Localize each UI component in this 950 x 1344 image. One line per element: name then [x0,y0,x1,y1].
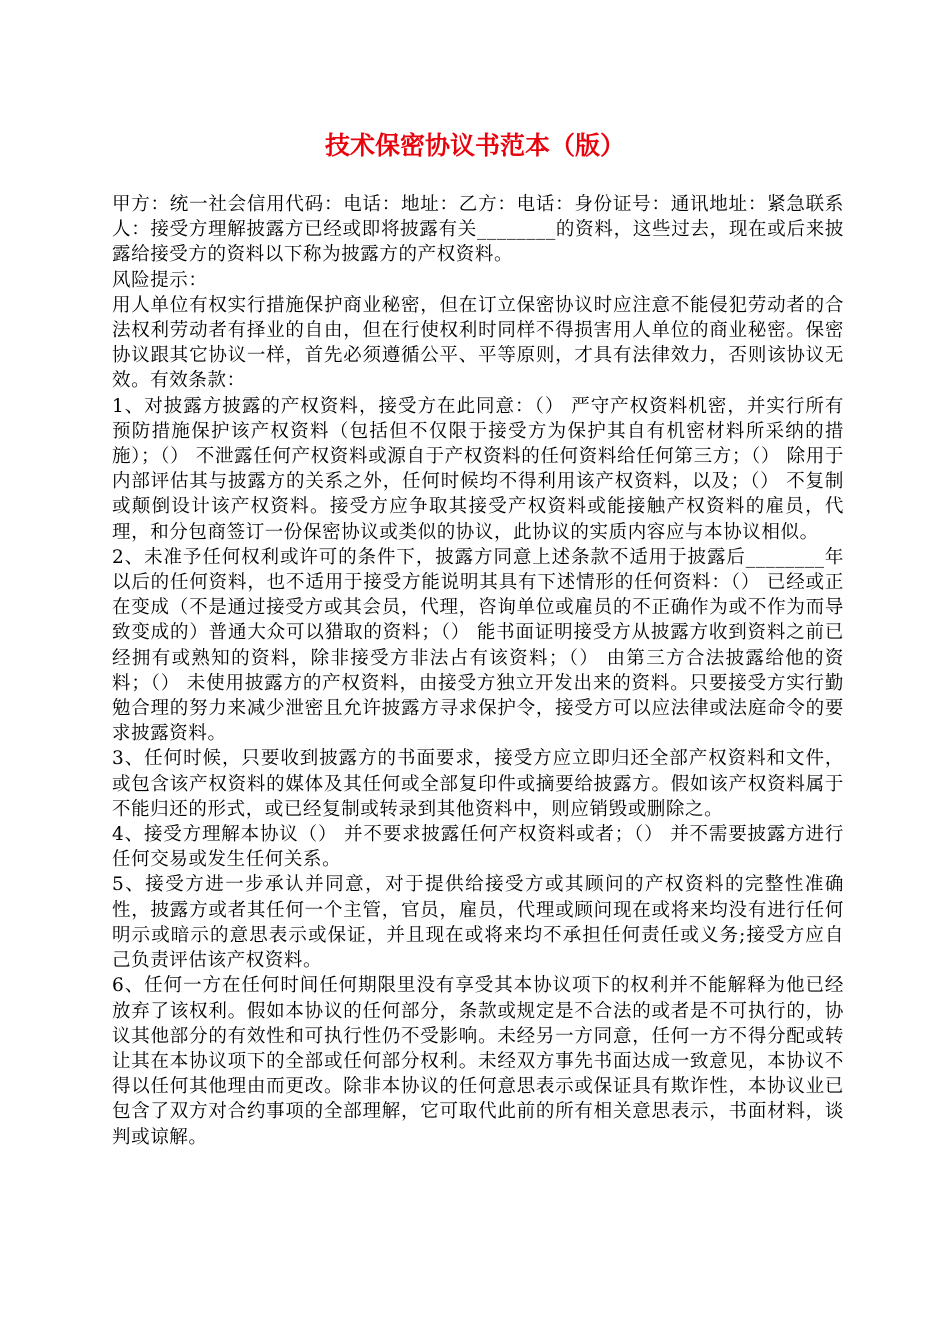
document-title: 技术保密协议书范本（版） [324,131,625,160]
document-body [112,192,844,1150]
paragraph-risk-text: 用人单位有权实行措施保护商业秘密，但在订立保密协议时应注意不能侵犯劳动者的合法权利劳动者有择业的自由，但在行使权利时同样不得损害用人单位的商业秘密。保密协议跟其它协议一样，首先必须遵循公平、平等原则，才具有法律效力，否则该协议无效。有效条款： [112,294,844,392]
paragraph-clause-1: 1、对披露方披露的产权资料，接受方在此同意：（） 严守产权资料机密，并实行所有预防措施保护该产权资料（包括但不仅限于接受方为保护其自有机密材料所采纳的措施）；（） 不泄露任何产权资料或源自于产权资料的任何资料给任何第三方；（） 除用于内部评估其与披露方的关系之外，任何时候均不得利用该产权资料，以及；（） 不复制或颠倒设计该产权资料。接受方应争取其接受产权资料或能接触产权资料的雇员，代理，和分包商签订一份保密协议或类似的协议，此协议的实质内容应与本协议相似。 [112,395,844,543]
paragraph-clause-2: 2、未准予任何权利或许可的条件下，披露方同意上述条款不适用于披露后________年以后的任何资料，也不适用于接受方能说明其具有下述情形的任何资料：（） 已经或正在变成（不是通过接受方或其会员，代理，咨询单位或雇员的不正确作为或不作为而导致变成的）普通大众可以猎取的资料；（） 能书面证明接受方从披露方收到资料之前已经拥有或熟知的资料，除非接受方非法占有该资料；（） 由第三方合法披露给他的资料；（） 未使用披露方的产权资料，由接受方独立开发出来的资料。只要接受方实行勤勉合理的努力来减少泄密且允许披露方寻求保护令，接受方可以应法律或法庭命令的要求披露资料。 [112,546,844,745]
paragraph-clause-4: 4、接受方理解本协议（） 并不要求披露任何产权资料或者；（） 并不需要披露方进行任何交易或发生任何关系。 [112,824,844,871]
paragraph-clause-6: 6、任何一方在任何时间任何期限里没有享受其本协议项下的权利并不能解释为他已经放弃了该权利。假如本协议的任何部分，条款或规定是不合法的或者是不可执行的，协议其他部分的有效性和可执行性仍不受影响。未经另一方同意，任何一方不得分配或转让其在本协议项下的全部或任何部分权利。未经双方事先书面达成一致意见，本协议不得以任何其他理由而更改。除非本协议的任何意思表示或保证具有欺诈性，本协议业已包含了双方对合约事项的全部理解，它可取代此前的所有相关意思表示，书面材料，谈判或谅解。 [112,975,844,1148]
paragraph-clause-5: 5、接受方进一步承认并同意，对于提供给接受方或其顾问的产权资料的完整性准确性，披露方或者其任何一个主管，官员，雇员，代理或顾问现在或将来均没有进行任何明示或暗示的意思表示或保证，并且现在或将来均不承担任何责任或义务;接受方应自己负责评估该产权资料。 [112,874,844,972]
paragraph-clause-3: 3、任何时候，只要收到披露方的书面要求，接受方应立即归还全部产权资料和文件，或包含该产权资料的媒体及其任何或全部复印件或摘要给披露方。假如该产权资料属于不能归还的形式，或已经复制或转录到其他资料中，则应销毁或删除之。 [112,748,844,820]
paragraph-parties: 甲方：统一社会信用代码：电话：地址：乙方：电话：身份证号：通讯地址：紧急联系人：接受方理解披露方已经或即将披露有关________的资料，这些过去，现在或后来披露给接受方的资料以下称为披露方的产权资料。 [112,194,844,266]
paragraph-risk-heading: 风险提示： [112,269,208,291]
